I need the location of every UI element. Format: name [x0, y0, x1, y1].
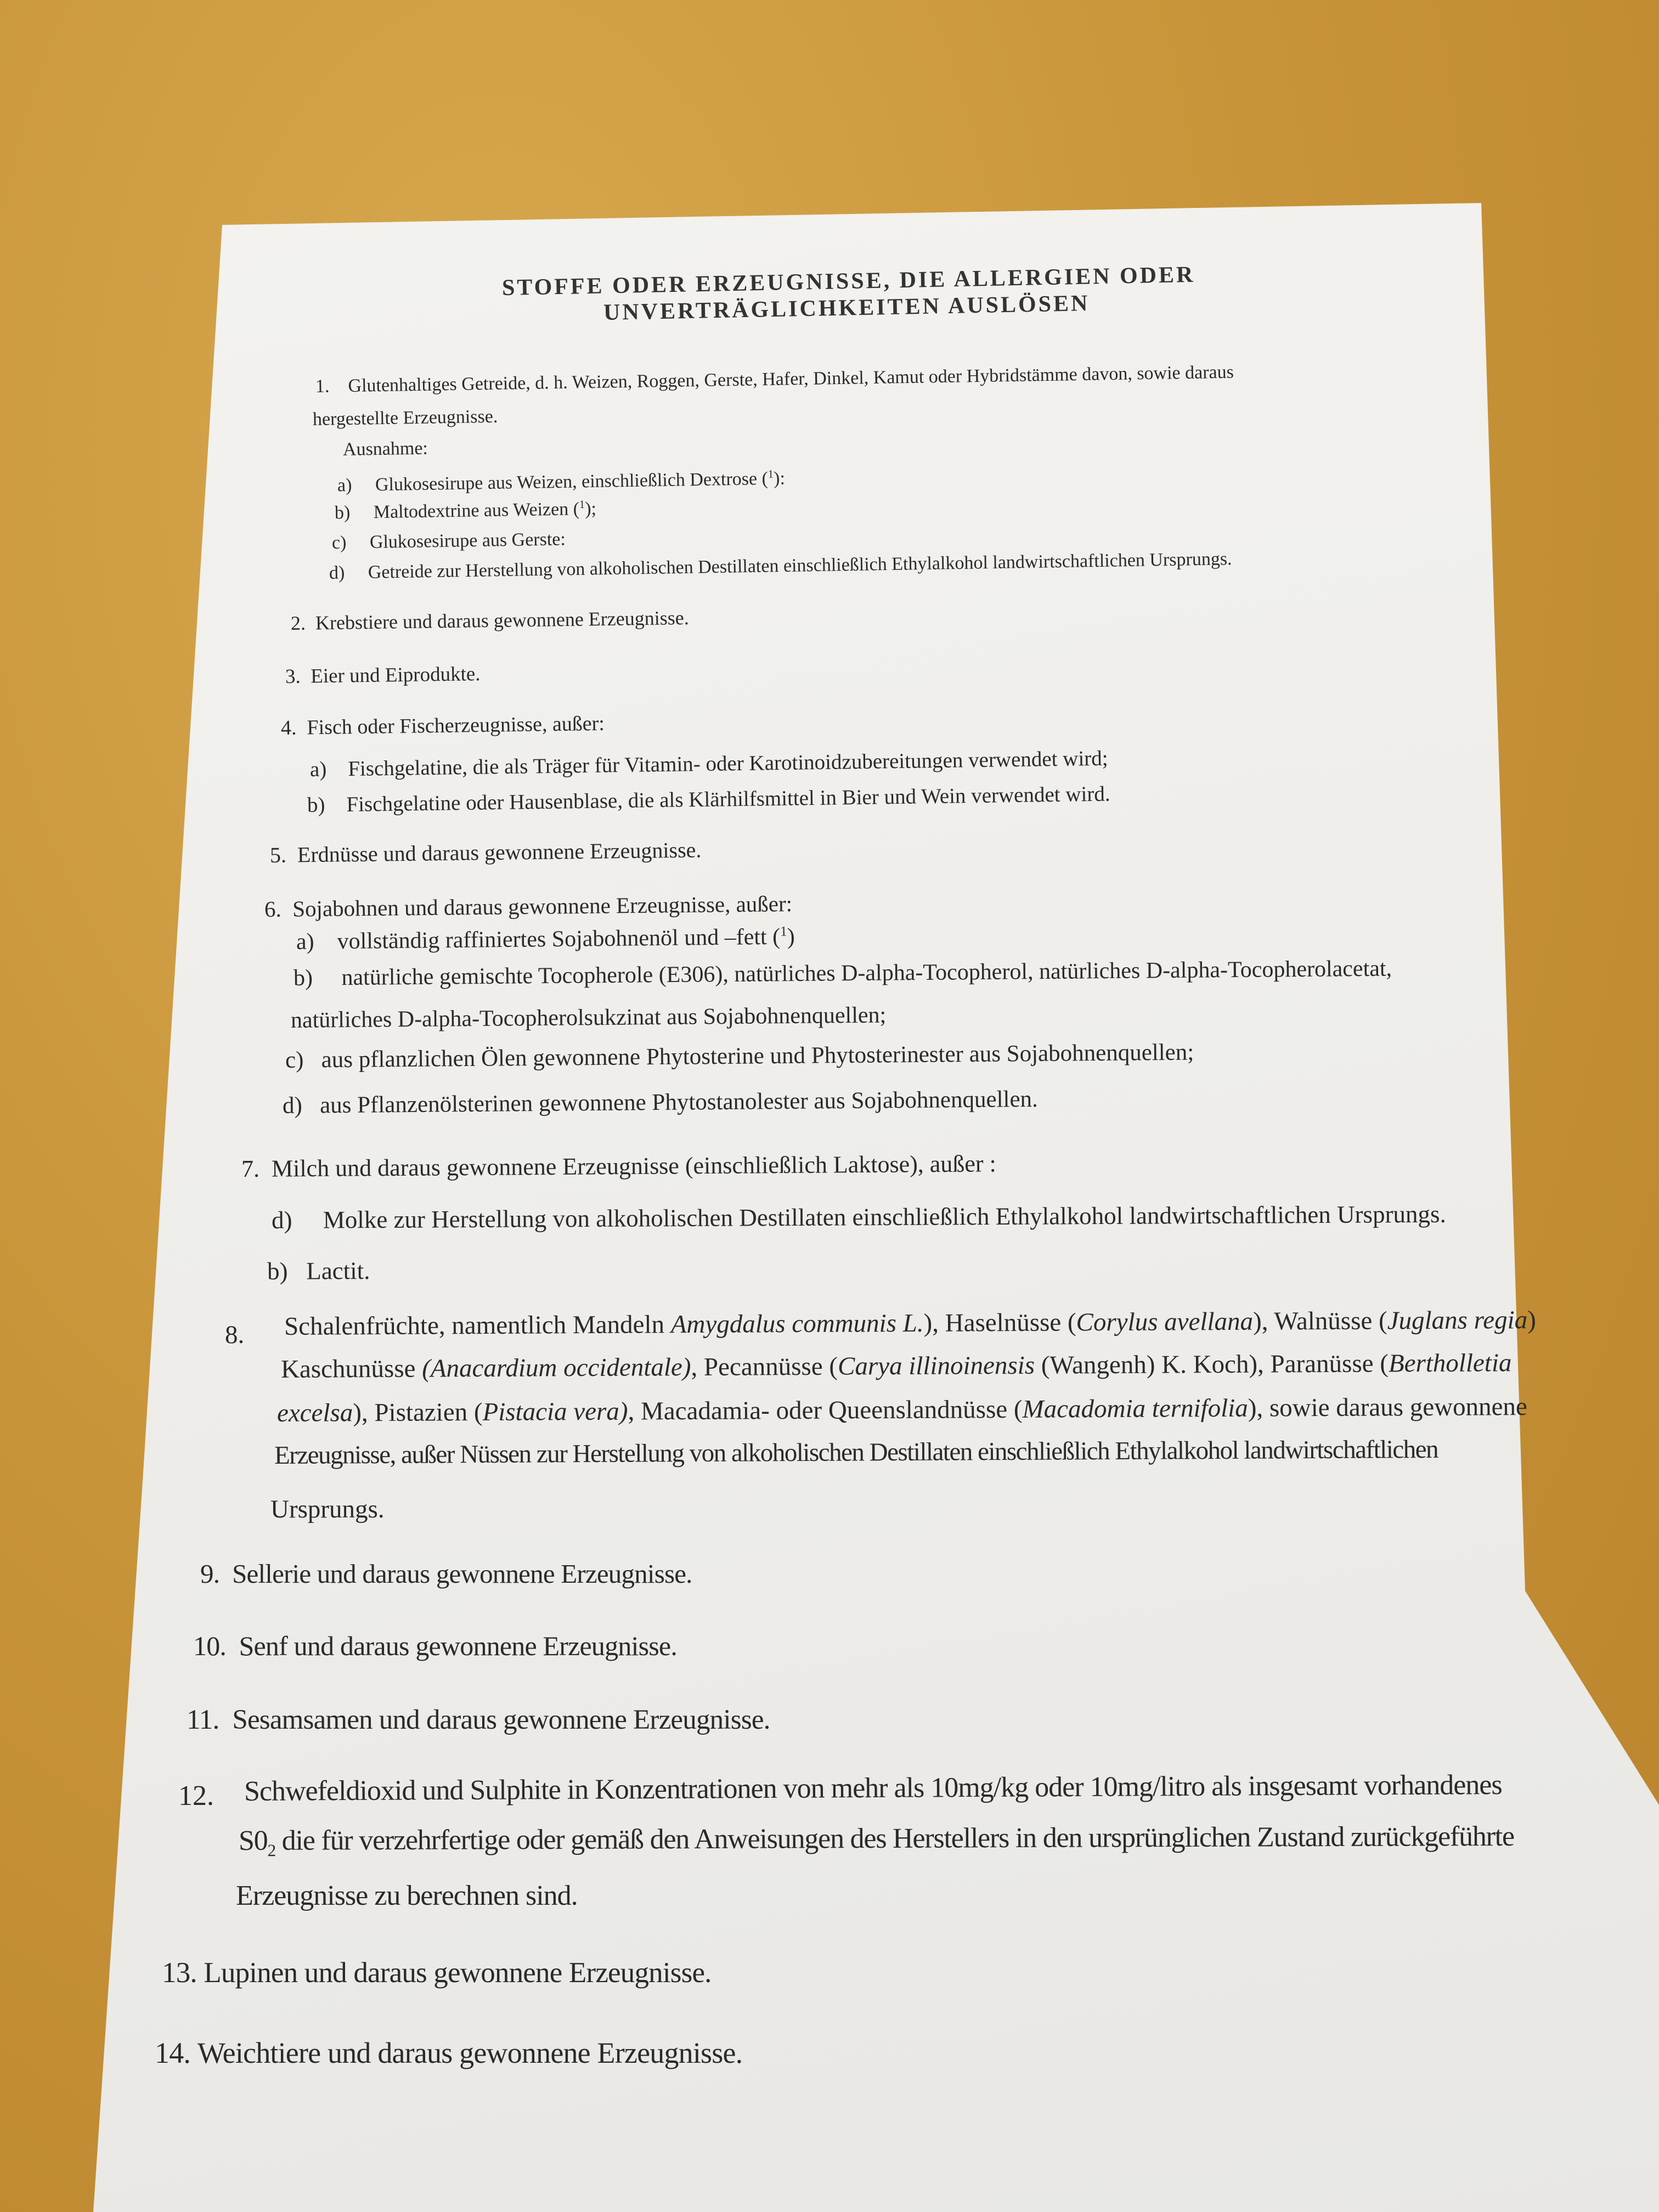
- latin-name: excelsa: [276, 1398, 353, 1427]
- sub-label: d): [329, 562, 345, 583]
- latin-name: Bertholletia: [1388, 1348, 1512, 1378]
- item-13: [162, 1956, 712, 1991]
- item-8-line-3: [277, 1391, 1527, 1429]
- item-text: Krebstiere und daraus gewonnene Erzeugnisse.: [315, 606, 689, 634]
- latin-name: Amygdalus communis L.: [670, 1308, 924, 1339]
- sub-label: c): [285, 1047, 304, 1073]
- text-run: die für verzehrfertige oder gemäß den Anweisungen des Herstellers in den ursprünglichen Zustand zurückgeführte: [275, 1820, 1514, 1857]
- footnote-ref: 1: [768, 468, 774, 481]
- item-12-line-1: Schwefeldioxid und Sulphite in Konzentrationen von mehr als 10mg/kg oder 10mg/litro als insgesamt vorhandenes: [244, 1769, 1502, 1807]
- item-number: 14.: [155, 2036, 191, 2069]
- text-run: ), Haselnüsse (: [923, 1308, 1076, 1338]
- latin-name: Pistacia vera): [482, 1397, 628, 1427]
- item-6-d: [283, 1085, 1038, 1120]
- item-1-a: [337, 467, 786, 497]
- item-6: [264, 890, 793, 923]
- sub-label: b): [293, 965, 313, 991]
- item-10: [193, 1629, 677, 1662]
- footnote-ref: 1: [579, 498, 585, 511]
- item-number: 1.: [315, 376, 330, 397]
- item-1: [315, 362, 1234, 398]
- item-text: Sellerie und daraus gewonnene Erzeugnisse.: [232, 1559, 692, 1589]
- item-6-c: [285, 1039, 1194, 1075]
- item-number: 10.: [193, 1630, 227, 1661]
- item-text: Weichtiere und daraus gewonnene Erzeugnisse.: [197, 2036, 743, 2069]
- item-12-line-2: [239, 1820, 1514, 1861]
- sub-text: natürliche gemischte Tocopherole (E306), natürliches D-alpha-Tocopherol, natürliches D-alpha-Tocopherolacetat,: [341, 956, 1392, 991]
- item-number: 5.: [269, 842, 287, 867]
- item-text: Erdnüsse und daraus gewonnene Erzeugnisse.: [297, 837, 702, 867]
- subscript: 2: [267, 1841, 276, 1860]
- item-number: 4.: [280, 716, 297, 740]
- item-1-exception-label: Ausnahme:: [342, 438, 428, 460]
- item-12-line-3: Erzeugnisse zu berechnen sind.: [236, 1880, 578, 1911]
- item-8-line-1: [284, 1305, 1536, 1342]
- item-6-a: [296, 923, 795, 956]
- text-run: Schalenfrüchte, namentlich Mandeln: [284, 1310, 671, 1341]
- text-run: , Macadamia- oder Queenslandnüsse (: [628, 1395, 1023, 1426]
- item-1-continued: hergestellte Erzeugnisse.: [312, 406, 498, 430]
- chemical-formula: S0: [238, 1825, 268, 1857]
- item-5: [270, 837, 702, 868]
- text-run: ), Pistazien (: [353, 1398, 483, 1427]
- item-text: Senf und daraus gewonnene Erzeugnisse.: [239, 1630, 678, 1661]
- item-4-b: [307, 782, 1110, 819]
- item-number: 9.: [200, 1559, 220, 1589]
- item-text: Fisch oder Fischerzeugnisse, außer:: [307, 712, 605, 740]
- latin-name: (Anacardium occidentale): [422, 1353, 691, 1383]
- sub-text: aus pflanzlichen Ölen gewonnene Phytosterine und Phytosterinester aus Sojabohnenquellen;: [321, 1039, 1194, 1073]
- text-run: (Wangenh) K. Koch), Paranüsse (: [1034, 1349, 1389, 1380]
- sub-label: d): [271, 1206, 292, 1234]
- item-8-line-5: Ursprungs.: [270, 1495, 385, 1523]
- item-number: 6.: [264, 896, 281, 922]
- title-line-1: STOFFE ODER ERZEUGNISSE, DIE ALLERGIEN ODER: [501, 262, 1195, 301]
- item-text: Eier und Eiprodukte.: [310, 663, 481, 688]
- sub-label: a): [296, 929, 314, 955]
- latin-name: Carya illinoinensis: [837, 1351, 1035, 1381]
- footnote-ref: 1: [780, 924, 787, 939]
- item-8-number: 8.: [225, 1321, 245, 1349]
- item-1-c: [332, 528, 566, 554]
- item-3: [285, 662, 481, 689]
- sub-text: Glukosesirupe aus Gerste:: [369, 529, 566, 552]
- item-number: 13.: [162, 1957, 197, 1989]
- latin-name: Juglans regia: [1387, 1306, 1528, 1335]
- item-number: 2.: [290, 612, 306, 634]
- sub-label: b): [334, 502, 351, 523]
- item-4-a: [310, 746, 1108, 783]
- sub-text: Getreide zur Herstellung von alkoholischen Destillaten einschließlich Ethylalkohol landwirtschaftlichen Ursprungs.: [368, 549, 1232, 583]
- item-number: 11.: [187, 1705, 219, 1735]
- sub-text-end: ): [787, 924, 795, 950]
- item-2: [291, 606, 689, 635]
- sub-text: Lactit.: [306, 1257, 370, 1285]
- item-12-number: 12.: [178, 1780, 214, 1812]
- latin-name: Corylus avellana: [1076, 1307, 1254, 1337]
- text-run: ), Walnüsse (: [1252, 1306, 1387, 1336]
- item-text: Sesamsamen und daraus gewonnene Erzeugnisse.: [232, 1705, 770, 1735]
- sub-text: vollständig raffiniertes Sojabohnenöl und –fett (: [337, 924, 781, 955]
- title-line-2: UNVERTRÄGLICHKEITEN AUSLÖSEN: [603, 290, 1090, 325]
- text-run: Kaschunüsse: [280, 1354, 422, 1384]
- item-7: [241, 1149, 996, 1183]
- sub-label: c): [331, 532, 347, 553]
- sub-text-end: ):: [773, 468, 786, 489]
- item-8-line-4: Erzeugnisse, außer Nüssen zur Herstellung von alkoholischen Destillaten einschließlich Ethylalkohol landwirtschaftlichen: [274, 1435, 1438, 1470]
- item-8-line-2: [281, 1347, 1512, 1385]
- item-text: Glutenhaltiges Getreide, d. h. Weizen, Roggen, Gerste, Hafer, Dinkel, Kamut oder Hybridstämme davon, sowie daraus: [348, 362, 1234, 397]
- item-4: [281, 712, 605, 741]
- item-text: Milch und daraus gewonnene Erzeugnisse (einschließlich Laktose), außer :: [271, 1150, 996, 1182]
- item-11: [187, 1703, 770, 1737]
- sub-text-end: );: [584, 498, 597, 520]
- sub-text: Fischgelatine, die als Träger für Vitamin- oder Karotinoidzubereitungen verwendet wird;: [347, 746, 1108, 781]
- item-text: Lupinen und daraus gewonnene Erzeugnisse.: [204, 1957, 712, 1989]
- text-run: ), sowie daraus gewonnene: [1248, 1392, 1527, 1423]
- item-7-d: [272, 1199, 1446, 1235]
- item-number: 7.: [241, 1155, 260, 1182]
- text-run: , Pecannüsse (: [691, 1352, 838, 1382]
- sub-label: b): [267, 1257, 288, 1285]
- item-6-b-continued: natürliches D-alpha-Tocopherolsukzinat aus Sojabohnenquellen;: [290, 1002, 887, 1033]
- item-1-b: [335, 498, 597, 525]
- sub-text: Glukosesirupe aus Weizen, einschließlich Dextrose (: [375, 469, 769, 495]
- item-9: [200, 1558, 692, 1590]
- item-7-b: [267, 1256, 370, 1286]
- item-1-d: [329, 548, 1232, 585]
- sub-text: Maltodextrine aus Weizen (: [373, 499, 580, 523]
- sub-label: a): [309, 757, 327, 781]
- item-text: Sojabohnen und daraus gewonnene Erzeugnisse, außer:: [292, 890, 793, 922]
- item-number: 3.: [285, 665, 301, 688]
- sub-text: Fischgelatine oder Hausenblase, die als Klärhilfsmittel in Bier und Wein verwendet wird.: [346, 782, 1110, 816]
- sub-label: d): [282, 1092, 303, 1119]
- sub-label: a): [337, 475, 352, 496]
- sub-text: Molke zur Herstellung von alkoholischen Destillaten einschließlich Ethylalkohol landwirtschaftlichen Ursprungs.: [323, 1200, 1446, 1234]
- text-run: ): [1527, 1306, 1536, 1335]
- latin-name: Macadomia ternifolia: [1022, 1393, 1248, 1424]
- item-6-b: [294, 955, 1392, 992]
- sub-label: b): [307, 793, 325, 817]
- item-14: [155, 2035, 742, 2071]
- sub-text: aus Pflanzenölsterinen gewonnene Phytostanolester aus Sojabohnenquellen.: [319, 1086, 1039, 1119]
